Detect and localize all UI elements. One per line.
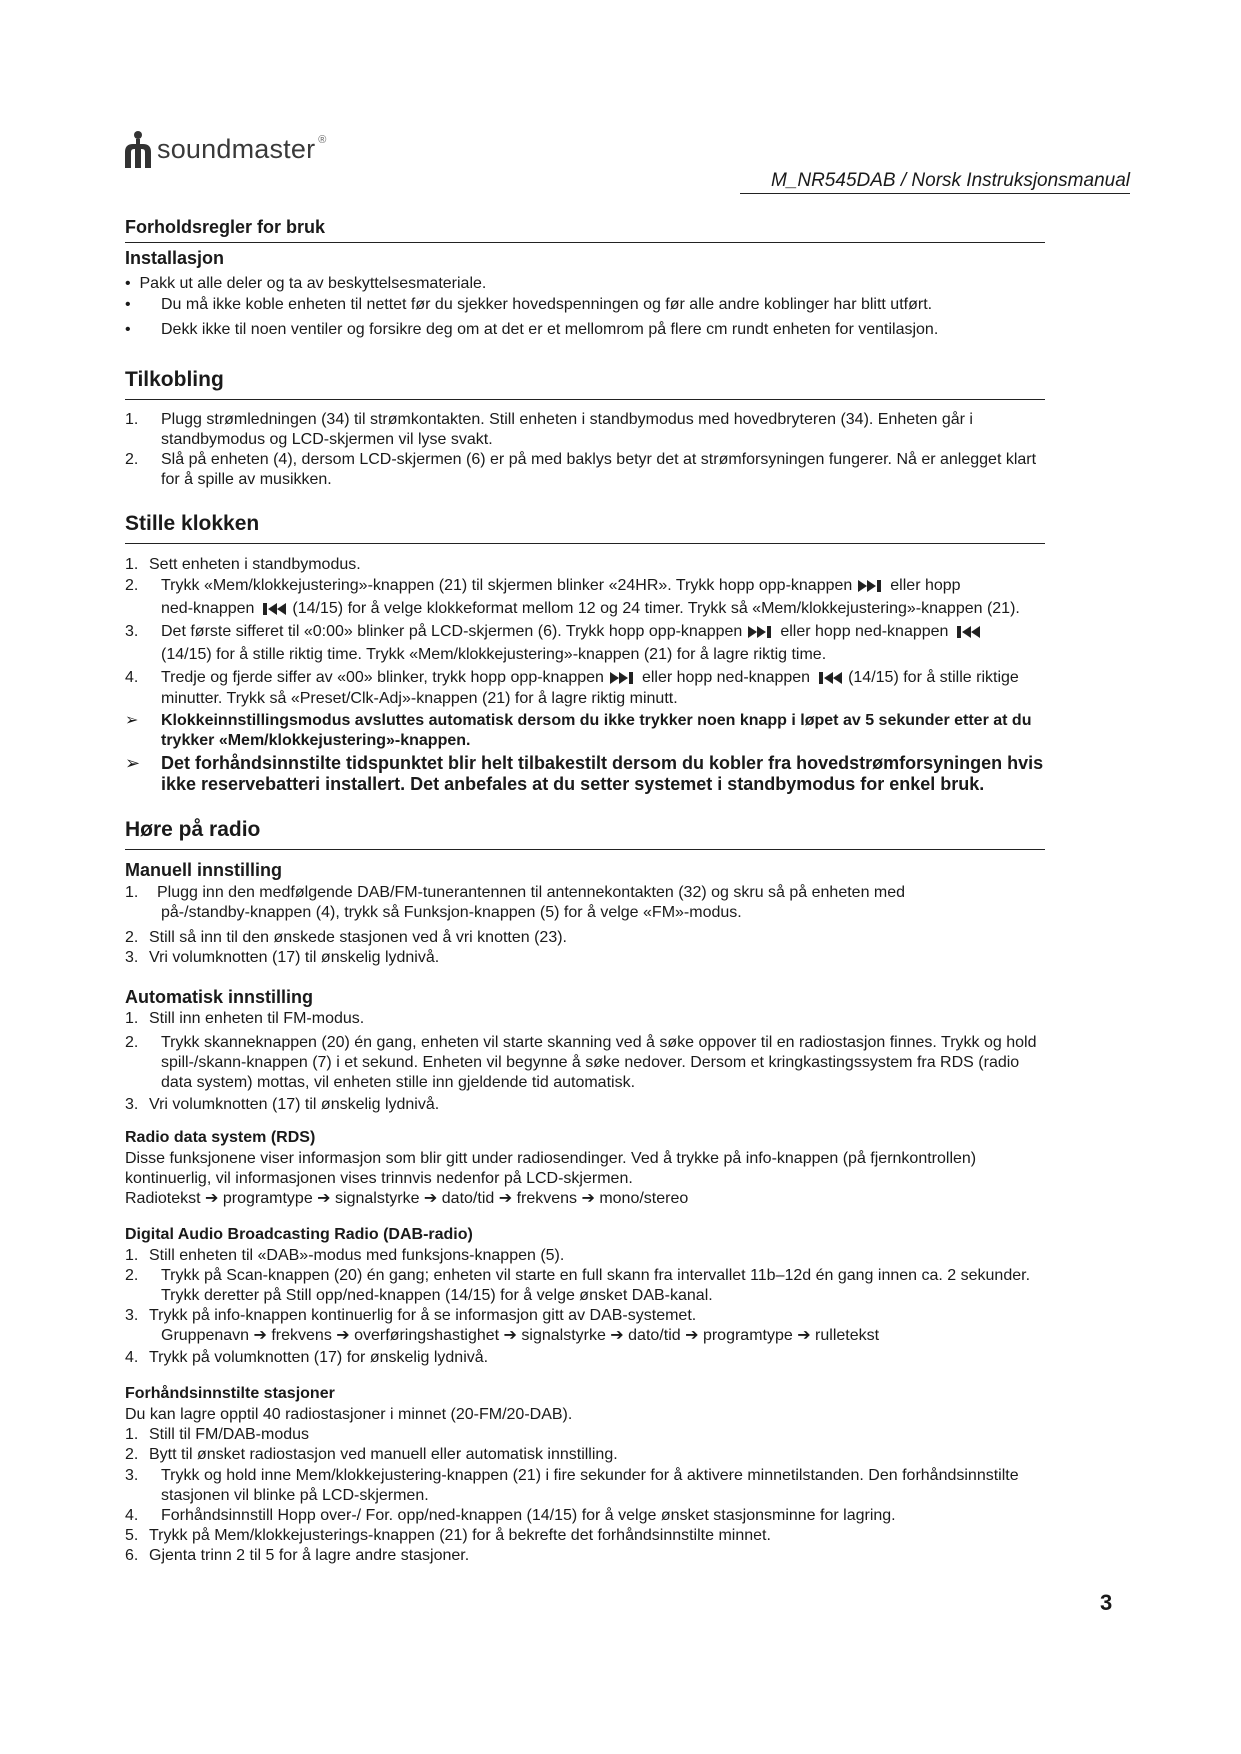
list-item-text xyxy=(161,668,1019,688)
document-title: M_NR545DAB / Norsk Instruksjonsmanual xyxy=(740,170,1130,194)
list-item-text: Trykk på Scan-knappen (20) én gang; enheten vil starte en full skann fra intervallet 11b–12d én gang innen ca. 2 sekunder. xyxy=(161,1267,1031,1284)
section-tilkobling-heading xyxy=(125,368,1045,400)
list-item-text: spill-/skann-knappen (7) i et sekund. Enheten vil begynne å søke nedover. Dersom et kringkastingssystem fra RDS (radio xyxy=(161,1054,1020,1071)
list-number: 6. xyxy=(125,1547,139,1564)
list-item-text: Forhåndsinnstill Hopp over-/ For. opp/ned-knappen (14/15) for å velge ønsket stasjonsminne for lagring. xyxy=(161,1507,896,1524)
bullet-text: Du må ikke koble enheten til nettet før du sjekker hovedspenningen og før alle andre koblinger har blitt utført. xyxy=(161,296,933,313)
section-radio-heading xyxy=(125,818,1045,850)
section-title: Tilkobling xyxy=(125,368,224,391)
bullet-item xyxy=(125,295,131,315)
paragraph-text: Disse funksjonene viser informasjon som blir gitt under radiosendinger. Ved å trykke på info-knappen (på fjernkontrollen) xyxy=(125,1150,977,1167)
section-klokken-heading xyxy=(125,512,1045,544)
list-number: 2. xyxy=(125,1446,139,1463)
list-item-text: Slå på enheten (4), dersom LCD-skjermen (6) er på med baklys betyr det at strømforsyningen fungerer. Nå er anlegget klart xyxy=(161,451,1037,468)
list-item-text: Plugg inn den medfølgende DAB/FM-tunerantennen til antennekontakten (32) og skru så på enheten med xyxy=(157,884,906,901)
bullet-item xyxy=(125,320,131,340)
section-title: Høre på radio xyxy=(125,818,261,841)
list-item-text: Trykk deretter på Still opp/ned-knappen (14/15) for å velge ønsket DAB-kanal. xyxy=(161,1287,713,1304)
list-item-text: (14/15) for å stille riktig time. Trykk «Mem/klokkejustering»-knappen (21) for å lagre riktig time. xyxy=(161,646,827,663)
list-item-text: for å spille av musikken. xyxy=(161,471,332,488)
list-item-text: Still enheten til «DAB»-modus med funksjons-knappen (5). xyxy=(149,1247,565,1264)
paragraph-text: Du kan lagre opptil 40 radiostasjoner i minnet (20-FM/20-DAB). xyxy=(125,1406,573,1423)
list-number: 4. xyxy=(125,1507,139,1524)
list-item-text: minutter. Trykk så «Preset/Clk-Adj»-knappen (21) for å lagre riktig minutt. xyxy=(161,690,678,707)
list-number: 2. xyxy=(125,1034,139,1051)
list-number: 4. xyxy=(125,669,139,686)
list-number: 2. xyxy=(125,929,139,946)
manuell-heading: Manuell innstilling xyxy=(125,860,282,880)
list-number: 3. xyxy=(125,1096,139,1113)
dab-heading: Digital Audio Broadcasting Radio (DAB-radio) xyxy=(125,1226,473,1243)
list-number: 1. xyxy=(125,1010,139,1027)
paragraph-text: Radiotekst ➔ programtype ➔ signalstyrke ➔ dato/tid ➔ frekvens ➔ mono/stereo xyxy=(125,1190,689,1207)
skip-back-icon xyxy=(816,672,842,684)
bullet-text: Pakk ut alle deler og ta av beskyttelsesmateriale. xyxy=(139,275,487,292)
list-item-text: Gruppenavn ➔ frekvens ➔ overføringshastighet ➔ signalstyrke ➔ dato/tid ➔ programtype ➔ rulletekst xyxy=(161,1327,880,1344)
logo-text: soundmaster xyxy=(157,133,316,164)
text-part: eller hopp xyxy=(890,577,961,594)
list-item-text xyxy=(161,622,986,642)
text-part: eller hopp ned-knappen xyxy=(780,623,949,640)
skip-back-icon xyxy=(954,626,980,638)
list-item-text: Plugg strømledningen (34) til strømkontakten. Still enheten i standbymodus med hovedbryteren (34). Enheten går i xyxy=(161,411,973,428)
list-number: 4. xyxy=(125,1349,139,1366)
list-item-text: Still så inn til den ønskede stasjonen ved å vri knotten (23). xyxy=(149,929,567,946)
section-forholdsregler-heading xyxy=(125,217,1045,243)
text-part: Det første sifferet til «0:00» blinker på LCD-skjermen (6). Trykk hopp opp-knappen xyxy=(161,623,743,640)
list-number: 1. xyxy=(125,884,139,901)
bullet-text: Dekk ikke til noen ventiler og forsikre deg om at det er et mellomrom på flere cm rundt enheten for ventilasjon. xyxy=(161,321,939,338)
text-part: (14/15) for å stille riktige xyxy=(848,669,1019,686)
list-number: 1. xyxy=(125,1247,139,1264)
list-item-text: Trykk på volumknotten (17) for ønskelig lydnivå. xyxy=(149,1349,489,1366)
list-item-text: Still inn enheten til FM-modus. xyxy=(149,1010,365,1027)
list-item-text: Gjenta trinn 2 til 5 for å lagre andre stasjoner. xyxy=(149,1547,470,1564)
note-text: Det forhåndsinnstilte tidspunktet blir helt tilbakestilt dersom du kobler fra hovedstrømforsyningen hvis xyxy=(161,753,1044,773)
list-item-text: Trykk på info-knappen kontinuerlig for å se informasjon gitt av DAB-systemet. xyxy=(149,1307,697,1324)
list-item-text: Vri volumknotten (17) til ønskelig lydnivå. xyxy=(149,949,440,966)
list-item-text: Still til FM/DAB-modus xyxy=(149,1426,310,1443)
text-part: Trykk «Mem/klokkejustering»-knappen (21) til skjermen blinker «24HR». Trykk hopp opp-knappen xyxy=(161,577,853,594)
skip-forward-icon xyxy=(858,580,884,592)
bullet-item xyxy=(125,274,486,294)
list-item-text: stasjonen vil blinke på LCD-skjermen. xyxy=(161,1487,429,1504)
list-item-text: Vri volumknotten (17) til ønskelig lydnivå. xyxy=(149,1096,440,1113)
list-item-text xyxy=(161,576,961,596)
bullet-icon: • xyxy=(125,321,131,338)
logo-registered-mark: ® xyxy=(318,134,327,146)
list-number: 3. xyxy=(125,623,139,640)
page-number: 3 xyxy=(1100,1590,1113,1615)
note-marker-icon: ➢ xyxy=(125,753,141,773)
list-number: 1. xyxy=(125,411,139,428)
text-part: (14/15) for å velge klokkeformat mellom 12 og 24 timer. Trykk så «Mem/klokkejustering»-knappen (21). xyxy=(292,600,1020,617)
list-item-text: Trykk skanneknappen (20) én gang, enheten vil starte skanning ved å søke oppover til en radiostasjon finnes. Trykk og hold xyxy=(161,1034,1037,1051)
soundmaster-logo-icon xyxy=(123,130,153,168)
list-item-text: på-/standby-knappen (4), trykk så Funksjon-knappen (5) for å velge «FM»-modus. xyxy=(161,904,742,921)
note-text: Klokkeinnstillingsmodus avsluttes automatisk dersom du ikke trykker noen knapp i løpet av 5 sekunder etter at du xyxy=(161,712,1032,729)
skip-forward-icon xyxy=(748,626,774,638)
installasjon-heading: Installasjon xyxy=(125,248,225,268)
bullet-icon: • xyxy=(125,296,131,313)
note-marker-icon: ➢ xyxy=(125,712,139,729)
list-number: 3. xyxy=(125,1307,139,1324)
list-number: 2. xyxy=(125,1267,139,1284)
list-number: 1. xyxy=(125,1426,139,1443)
list-item-text: Trykk på Mem/klokkejusterings-knappen (21) for å bekrefte det forhåndsinnstilte minnet. xyxy=(149,1527,771,1544)
text-part: ned-knappen xyxy=(161,600,255,617)
paragraph-text: kontinuerlig, vil informasjonen vises trinnvis nedenfor på LCD-skjermen. xyxy=(125,1170,633,1187)
list-item-text xyxy=(161,599,1020,619)
section-title: Forholdsregler for bruk xyxy=(125,217,326,237)
skip-forward-icon xyxy=(610,672,636,684)
rds-heading: Radio data system (RDS) xyxy=(125,1129,316,1146)
note-text: ikke reservebatteri installert. Det anbefales at du setter systemet i standbymodus for enkel bruk. xyxy=(161,774,985,794)
list-number: 2. xyxy=(125,577,139,594)
list-item-text: data system) mottas, vil enheten stille inn gjeldende tid automatisk. xyxy=(161,1074,636,1091)
list-number: 5. xyxy=(125,1527,139,1544)
skip-back-icon xyxy=(260,603,286,615)
preset-heading: Forhåndsinnstilte stasjoner xyxy=(125,1385,335,1402)
text-part: eller hopp ned-knappen xyxy=(641,669,811,686)
list-number: 3. xyxy=(125,1467,139,1484)
automatisk-heading: Automatisk innstilling xyxy=(125,987,314,1007)
list-item-text: Sett enheten i standbymodus. xyxy=(149,556,361,573)
list-number: 3. xyxy=(125,949,139,966)
list-item-text: Trykk og hold inne Mem/klokkejustering-knappen (21) i fire sekunder for å aktivere minnetilstanden. Den forhåndsinnstilte xyxy=(161,1467,1019,1484)
list-item-text: Bytt til ønsket radiostasjon ved manuell eller automatisk innstilling. xyxy=(149,1446,618,1463)
list-number: 2. xyxy=(125,451,139,468)
soundmaster-logo xyxy=(123,130,326,168)
list-number: 1. xyxy=(125,556,139,573)
text-part: Tredje og fjerde siffer av «00» blinker, trykk hopp opp-knappen xyxy=(161,669,604,686)
note-text: trykker «Mem/klokkejustering»-knappen. xyxy=(161,732,471,749)
list-item-text: standbymodus og LCD-skjermen vil lyse svakt. xyxy=(161,431,493,448)
section-title: Stille klokken xyxy=(125,512,260,535)
bullet-icon: • xyxy=(125,275,140,292)
